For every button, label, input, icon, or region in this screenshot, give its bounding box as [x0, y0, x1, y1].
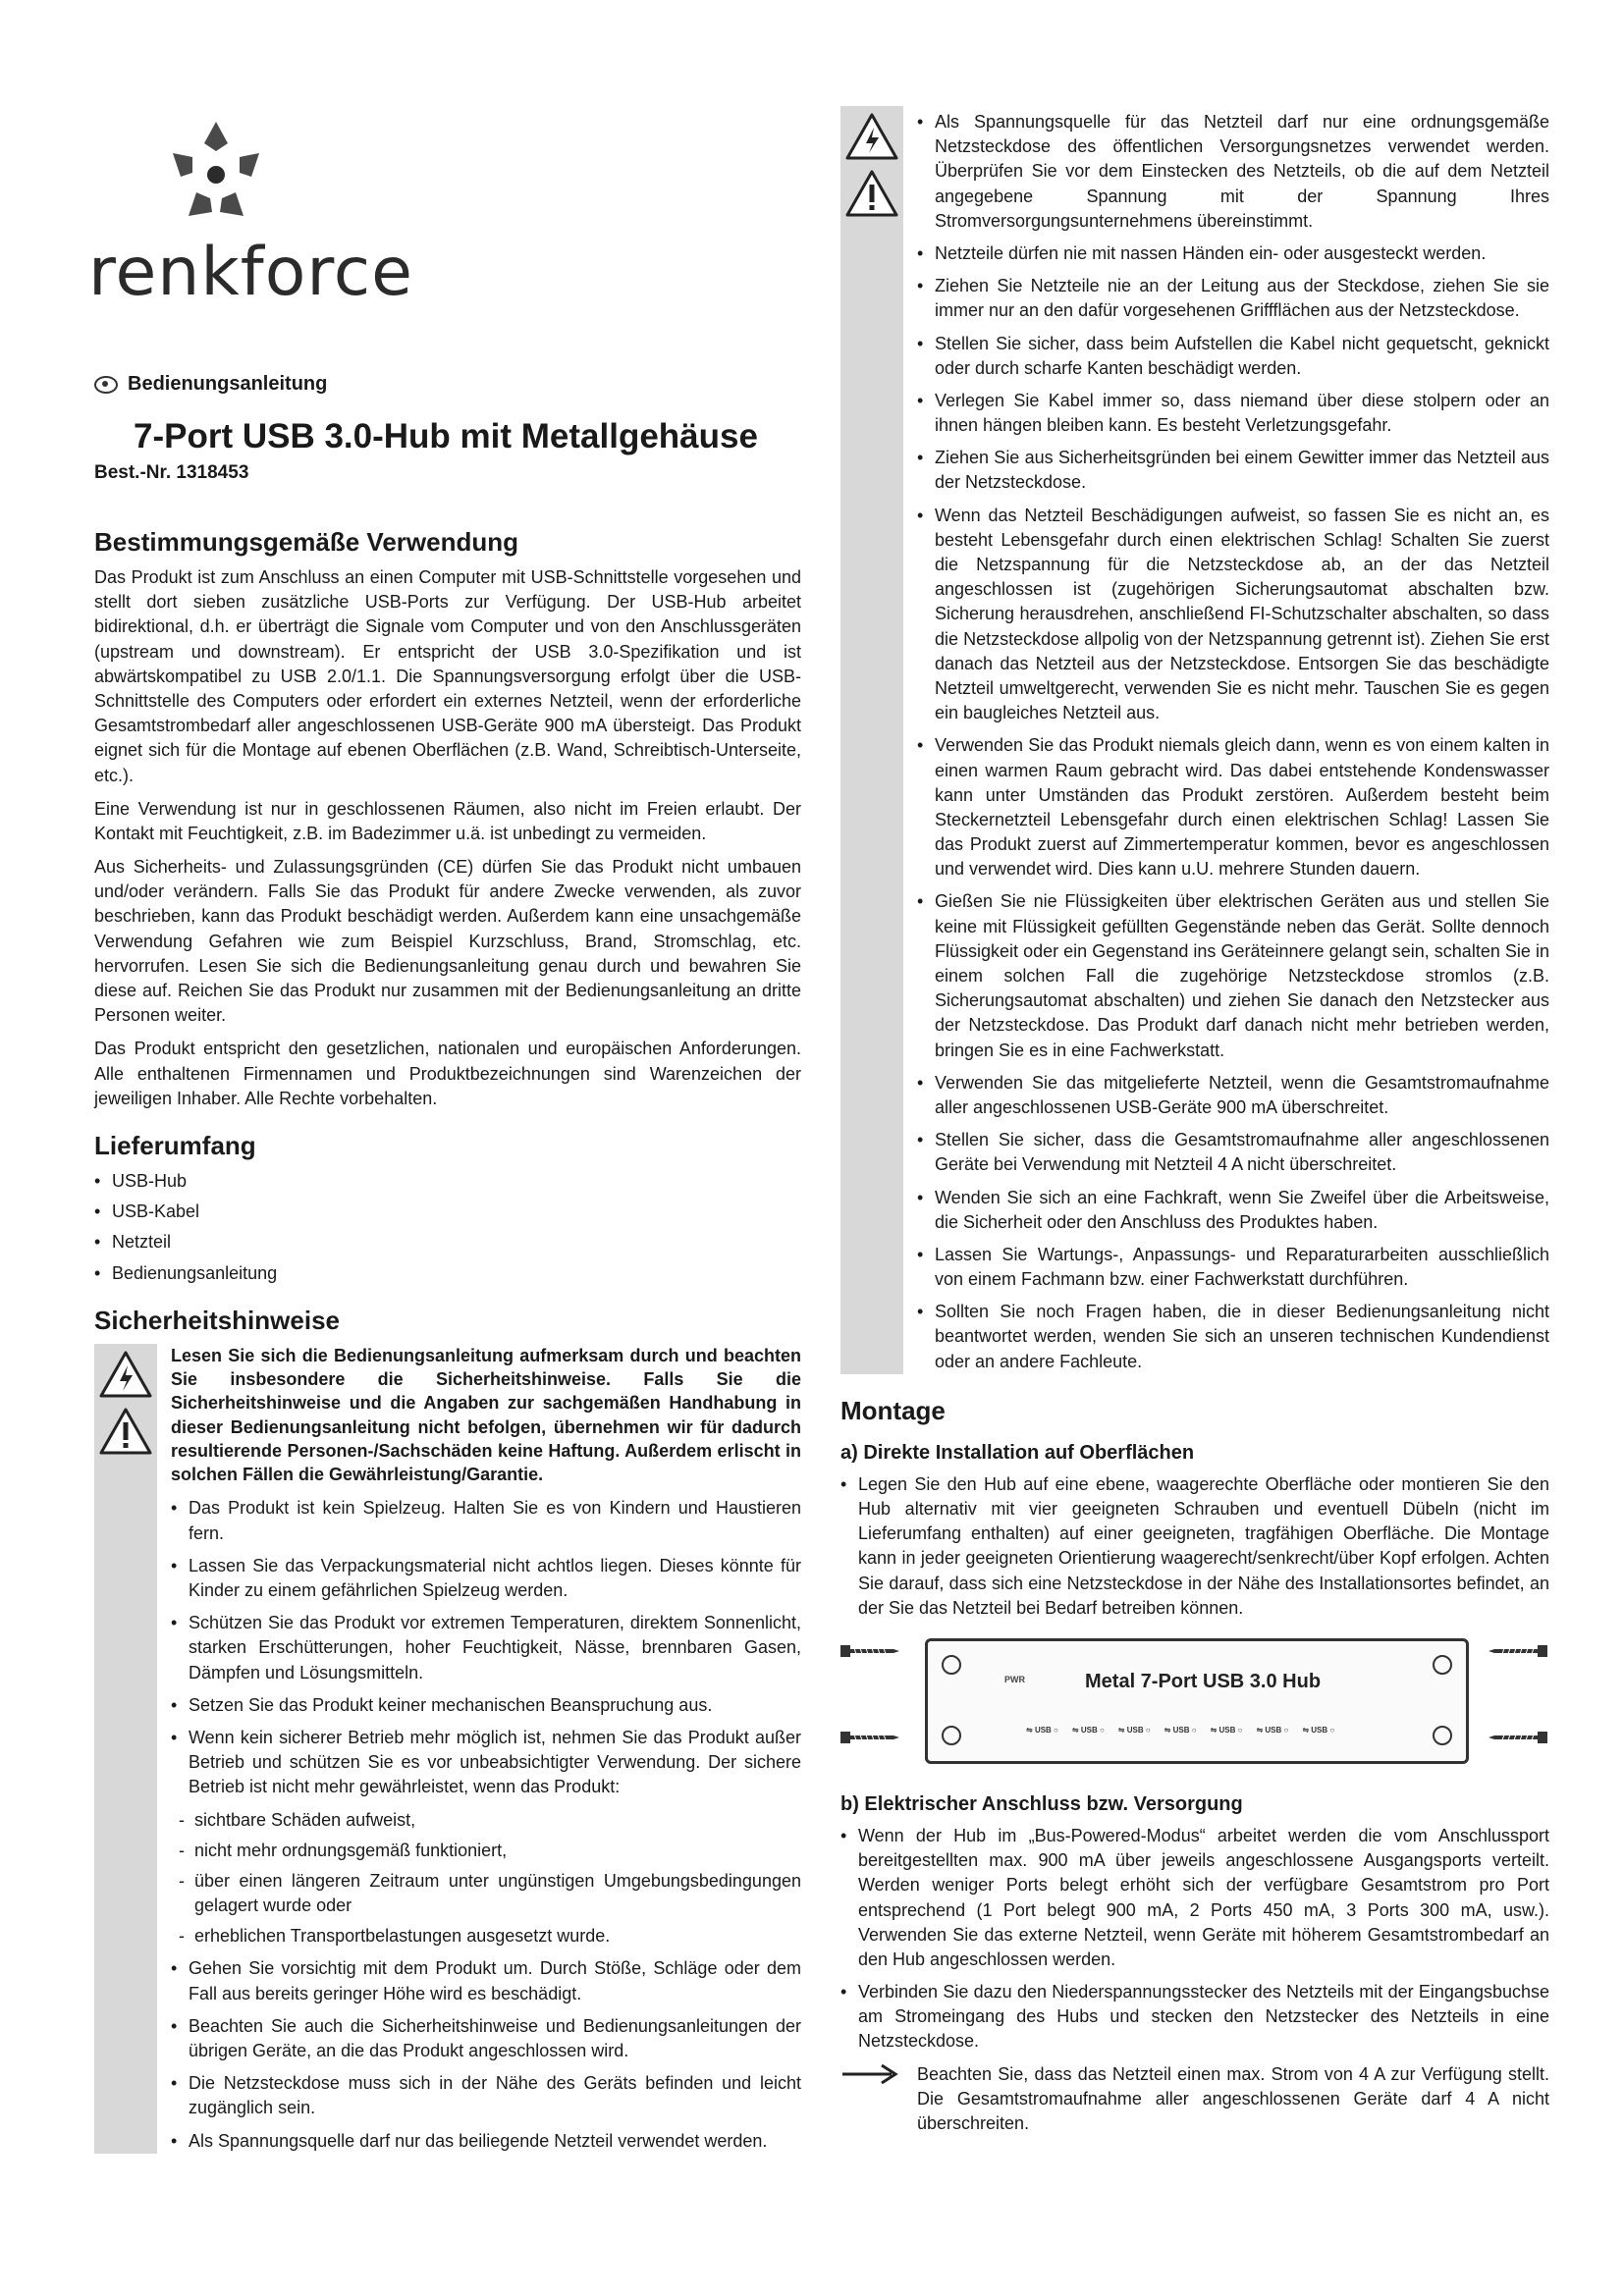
list-item: - erheblichen Transportbelastungen ausgesetzt wurde.	[171, 1924, 801, 1949]
warning-triangle-icon	[98, 1407, 153, 1456]
safety-heading: Sicherheitshinweise	[94, 1305, 340, 1335]
safety-block-left	[94, 1344, 801, 2154]
safety-list-right	[917, 106, 1549, 1374]
list-item: • Setzen Sie das Produkt keiner mechanischen Beanspruchung aus.	[171, 1693, 801, 1718]
order-number: Best.-Nr. 1318453	[94, 462, 249, 483]
intended-use-paragraph: Das Produkt ist zum Anschluss an einen Computer mit USB-Schnittstelle vorgesehen und stellt dort sieben zusätzliche USB-Ports zur Verfügung. Der USB-Hub arbeitet bidirektional, d.h. er überträgt die Signale vom Computer und von den Anschlussgeräten (upstream und downstream). Er entspricht der USB 3.0-Spezifikation und ist abwärtskompatibel zu USB 2.0/1.1. Die Spannungsversorgung erfolgt über die USB-Schnittstelle des Computers oder erfordert ein externes Netzteil, wenn der erforderliche Gesamtstrombedarf aller angeschlossenen USB-Geräte 900 mA übersteigt. Das Produkt eignet sich für die Montage auf ebenen Oberflächen (z.B. Wand, Schreibtisch-Unterseite, etc.).	[94, 567, 801, 785]
list-item: • Legen Sie den Hub auf eine ebene, waagerechte Oberfläche oder montieren Sie den Hub alternativ mit vier geeigneten Schrauben und eventuell Dübeln (nicht im Lieferumfang enthalten) auf einer geeigneten, tragfähigen Oberfläche. Die Montage kann in jeder geeigneten Orientierung waagerecht/senkrecht/über Kopf erfolgen. Achten Sie darauf, dass sich eine Netzsteckdose in der Nähe des Installationsortes befindet, an der Sie das Netzteil bei Bedarf betreiben können.	[840, 1472, 1549, 1621]
eye-icon	[94, 376, 118, 394]
hub-ports	[1026, 1726, 1334, 1735]
list-item: • Das Produkt ist kein Spielzeug. Halten Sie es von Kindern und Haustieren fern.	[171, 1496, 801, 1545]
list-item: • Gehen Sie vorsichtig mit dem Produkt um. Durch Stöße, Schläge oder dem Fall aus bereits geringer Höhe wird es beschädigt.	[171, 1956, 801, 2005]
list-item: • Wenden Sie sich an eine Fachkraft, wenn Sie Zweifel über die Arbeitsweise, die Sicherheit oder den Anschluss des Produktes haben.	[917, 1186, 1549, 1235]
mounting-list-a	[840, 1472, 1549, 1621]
hub-device-label: Metal 7-Port USB 3.0 Hub	[1085, 1670, 1322, 1692]
mounting-heading: Montage	[840, 1395, 946, 1425]
screw-icon	[840, 1731, 901, 1744]
hub-mounting-figure	[840, 1630, 1547, 1778]
mount-hole	[1433, 1655, 1452, 1675]
list-item: • Als Spannungsquelle für das Netzteil darf nur eine ordnungsgemäße Netzsteckdose des öffentlichen Versorgungsnetzes verwendet werden. Überprüfen Sie vor dem Einstecken des Netzteils, ob die auf dem Netzteil angegebene Spannung mit der Spannung Ihres Stromversorgungsunternehmens übereinstimmt.	[917, 110, 1549, 234]
hub-device	[925, 1638, 1469, 1764]
list-item: • Wenn der Hub im „Bus-Powered-Modus“ arbeitet werden die vom Anschlussport bereitgestellten max. 900 mA über jeweils angeschlossene Ausgangsports verteilt. Werden weniger Ports belegt erhöht sich der verfügbare Gesamtstrom pro Port entsprechend (1 Port belegt 900 mA, 2 Ports 450 mA, 3 Ports 300 mA, usw.). Verwenden Sie das externe Netzteil, wenn Geräte mit höherem Gesamtstrombedarf an den Hub angeschlossen werden.	[840, 1824, 1549, 1972]
intended-use-paragraph: Das Produkt entspricht den gesetzlichen, nationalen und europäischen Anforderungen. Alle enthaltenen Firmennamen und Produktbezeichnungen sind Warenzeichen der jeweiligen Inhaber. Alle Rechte vorbehalten.	[94, 1039, 801, 1108]
usb-port-label: ⇋ USB ○	[1071, 1725, 1105, 1735]
list-item: • USB-Hub	[94, 1169, 801, 1194]
list-item: • Verbinden Sie dazu den Niederspannungsstecker des Netzteils mit der Eingangsbuchse am Stromeingang des Hubs und stecken den Netzstecker des Netzteils in eine Netzsteckdose.	[840, 1980, 1549, 2055]
note-box	[840, 2062, 1549, 2137]
usb-port-label: ⇋ USB ○	[1210, 1725, 1243, 1735]
warning-icons	[98, 1350, 153, 1464]
pwr-label: PWR	[1004, 1674, 1025, 1684]
mounting-list-b	[840, 1824, 1549, 2055]
usb-port-label: ⇋ USB ○	[1302, 1725, 1335, 1735]
list-item: • Bedienungsanleitung	[94, 1261, 801, 1286]
mounting-sub-a: a) Direkte Installation auf Oberflächen	[840, 1441, 1195, 1464]
mounting-sub-b: b) Elektrischer Anschluss bzw. Versorgung	[840, 1792, 1243, 1815]
list-item: - über einen längeren Zeitraum unter ungünstigen Umgebungsbedingungen gelagert wurde oder	[171, 1869, 801, 1918]
safety-list-b	[171, 1956, 801, 2153]
list-item: • Netzteile dürfen nie mit nassen Händen ein- oder ausgesteckt werden.	[917, 241, 1549, 266]
warning-icons	[844, 112, 899, 226]
mount-hole	[1433, 1726, 1452, 1745]
safety-sub-list	[171, 1808, 801, 1949]
intended-use-paragraph: Eine Verwendung ist nur in geschlossenen Räumen, also nicht im Freien erlaubt. Der Kontakt mit Feuchtigkeit, z.B. im Badezimmer u.ä. ist unbedingt zu vermeiden.	[94, 798, 801, 843]
list-item: • USB-Kabel	[94, 1200, 801, 1224]
safety-list-a	[171, 1496, 801, 1799]
brand-name: renkforce	[88, 234, 414, 311]
usb-port-label: ⇋ USB ○	[1256, 1725, 1289, 1735]
doc-type: Bedienungsanleitung	[128, 373, 328, 395]
intended-use-paragraph: Aus Sicherheits- und Zulassungsgründen (CE) dürfen Sie das Produkt nicht umbauen und/oder verändern. Falls Sie das Produkt für andere Zwecke verwenden, als zuvor beschrieben, kann das Produkt beschädigt werden. Außerdem kann eine unsachgemäße Verwendung Gefahren wie zum Beispiel Kurzschluss, Brand, Stromschlag, etc. hervorrufen. Lesen Sie sich die Bedienungsanleitung genau durch und bewahren Sie diese auf. Reichen Sie das Produkt nur zusammen mit der Bedienungsanleitung an dritte Personen weiter.	[94, 857, 801, 1026]
list-item: • Beachten Sie auch die Sicherheitshinweise und Bedienungsanleitungen der übrigen Geräte, an die das Produkt angeschlossen wird.	[171, 2014, 801, 2063]
list-item: • Lassen Sie das Verpackungsmaterial nicht achtlos liegen. Dieses könnte für Kinder zu einem gefährlichen Spielzeug werden.	[171, 1554, 801, 1603]
right-column	[840, 106, 1549, 2136]
list-item: • Die Netzsteckdose muss sich in der Nähe des Geräts befinden und leicht zugänglich sein.	[171, 2071, 801, 2120]
usb-port-label: ⇋ USB ○	[1026, 1725, 1058, 1735]
list-item: • Stellen Sie sicher, dass beim Aufstellen die Kabel nicht gequetscht, geknickt oder durch scharfe Kanten beschädigt werden.	[917, 332, 1549, 381]
renkforce-logo-icon	[157, 118, 275, 226]
brand-logo	[88, 118, 414, 314]
list-item: • Wenn kein sicherer Betrieb mehr möglich ist, nehmen Sie das Produkt außer Betrieb und schützen Sie es vor unbeabsichtigter Verwendung. Der sichere Betrieb ist nicht mehr gewährleistet, wenn das Produkt:	[171, 1726, 801, 1800]
list-item: • Ziehen Sie Netzteile nie an der Leitung aus der Steckdose, ziehen Sie sie immer nur an den dafür vorgesehenen Griffflächen aus der Netzsteckdose.	[917, 274, 1549, 323]
electric-hazard-icon	[844, 112, 899, 161]
list-item: • Verwenden Sie das Produkt niemals gleich dann, wenn es von einem kalten in einen warmen Raum gebracht wird. Das dabei entstehende Kondenswasser kann unter Umständen das Produkt zerstören. Außerdem besteht beim Steckernetzteil Lebensgefahr durch einen elektrischen Schlag! Lassen Sie das Produkt zuerst auf Zimmertemperatur kommen, bevor es angeschlossen und verwendet wird. Dies kann u.U. mehrere Stunden dauern.	[917, 733, 1549, 881]
list-item: • Wenn das Netzteil Beschädigungen aufweist, so fassen Sie es nicht an, es besteht Lebensgefahr durch einen elektrischen Schlag! Schalten Sie zuerst die Netzspannung für die Netzsteckdose ab, an der das Netzteil angeschlossen ist (zugehörigen Sicherungsautomat abschalten bzw. Sicherung herausdrehen, anschließend FI-Schutzschalter abschalten, so dass die Netzsteckdose allpolig von der Netzspannung getrennt ist). Ziehen Sie erst danach das Netzteil aus der Netzsteckdose. Entsorgen Sie das beschädigte Netzteil umweltgerecht, verwenden Sie es nicht mehr. Tauschen Sie es gegen ein baugleiches Netzteil aus.	[917, 504, 1549, 726]
scope-list	[94, 1169, 801, 1286]
electric-hazard-icon	[98, 1350, 153, 1399]
mount-hole	[942, 1726, 961, 1745]
list-item: • Stellen Sie sicher, dass die Gesamtstromaufnahme aller angeschlossenen Geräte bei Verwendung mit Netzteil 4 A nicht überschreitet.	[917, 1128, 1549, 1177]
safety-intro: Lesen Sie sich die Bedienungsanleitung aufmerksam durch und beachten Sie insbesondere die Sicherheitshinweise. Falls Sie die Sicherheitshinweise und die Angaben zur sachgemäßen Handhabung in dieser Bedienungsanleitung nicht befolgen, übernehmen wir für dadurch resultierende Personen-/Sachschäden keine Haftung. Außerdem erlischt in solchen Fällen die Gewährleistung/Garantie.	[171, 1345, 801, 1485]
note-text: Beachten Sie, dass das Netzteil einen max. Strom von 4 A zur Verfügung stellt. Die Gesamtstromaufnahme aller angeschlossenen Geräte darf 4 A nicht überschreiten.	[917, 2063, 1549, 2133]
usb-port-label: ⇋ USB ○	[1117, 1725, 1151, 1735]
mount-hole	[942, 1655, 961, 1675]
list-item: • Schützen Sie das Produkt vor extremen Temperaturen, direktem Sonnenlicht, starken Erschütterungen, hoher Feuchtigkeit, Nässe, brennbaren Gasen, Dämpfen und Lösungsmitteln.	[171, 1611, 801, 1685]
list-item: • Gießen Sie nie Flüssigkeiten über elektrischen Geräten aus und stellen Sie keine mit Flüssigkeit gefüllten Gegenstände neben das Gerät. Sollte dennoch Flüssigkeit oder ein Gegenstand ins Geräteinnere gelangt sein, schalten Sie in einem solchen Fall die zugehörige Netzsteckdose stromlos (z.B. Sicherungsautomat abschalten) und ziehen Sie danach den Netzstecker aus der Netzsteckdose. Das Produkt darf danach nicht mehr betrieben werden, bringen Sie es in eine Fachwerkstatt.	[917, 889, 1549, 1062]
left-column	[94, 373, 801, 2162]
warning-sidebar	[840, 106, 903, 1374]
list-item: • Netzteil	[94, 1230, 801, 1255]
warning-triangle-icon	[844, 169, 899, 218]
screw-icon	[840, 1644, 901, 1658]
warning-sidebar	[94, 1344, 157, 2154]
list-item: • Verlegen Sie Kabel immer so, dass niemand über diese stolpern oder an ihnen hängen bleiben kann. Es besteht Verletzungsgefahr.	[917, 389, 1549, 438]
list-item: - nicht mehr ordnungsgemäß funktioniert,	[171, 1839, 801, 1863]
list-item: - sichtbare Schäden aufweist,	[171, 1808, 801, 1833]
screw-icon	[1487, 1644, 1547, 1658]
list-item: • Ziehen Sie aus Sicherheitsgründen bei einem Gewitter immer das Netzteil aus der Netzsteckdose.	[917, 446, 1549, 495]
arrow-right-icon	[840, 2062, 899, 2086]
scope-heading: Lieferumfang	[94, 1130, 256, 1160]
safety-block-right	[840, 106, 1549, 1374]
doc-type-line	[94, 373, 801, 396]
list-item: • Lassen Sie Wartungs-, Anpassungs- und Reparaturarbeiten ausschließlich von einem Fachmann bzw. einer Fachwerkstatt durchführen.	[917, 1243, 1549, 1292]
intended-use-heading: Bestimmungsgemäße Verwendung	[94, 527, 518, 557]
list-item: • Als Spannungsquelle darf nur das beiliegende Netzteil verwendet werden.	[171, 2129, 801, 2154]
screw-icon	[1487, 1731, 1547, 1744]
usb-port-label: ⇋ USB ○	[1164, 1725, 1197, 1735]
list-item: • Sollten Sie noch Fragen haben, die in dieser Bedienungsanleitung nicht beantwortet werden, wenden Sie sich an unseren technischen Kundendienst oder an andere Fachleute.	[917, 1300, 1549, 1374]
list-item: • Verwenden Sie das mitgelieferte Netzteil, wenn die Gesamtstromaufnahme aller angeschlossenen USB-Geräte 900 mA überschreitet.	[917, 1071, 1549, 1120]
doc-title: 7-Port USB 3.0-Hub mit Metallgehäuse	[134, 417, 758, 455]
